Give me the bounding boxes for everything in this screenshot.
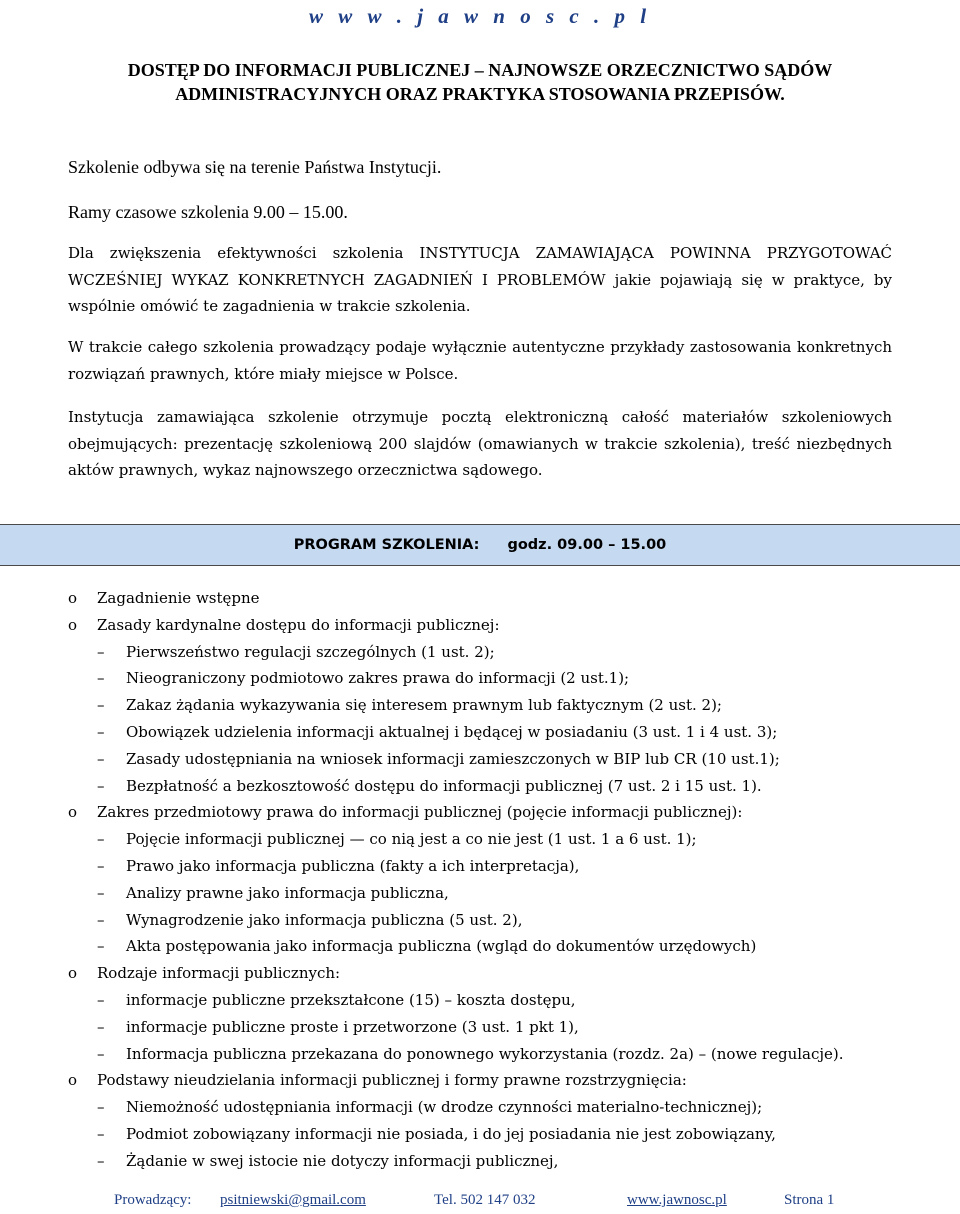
item-text: Pojęcie informacji publicznej — co nią jest a co nie jest (1 ust. 1 a 6 ust. 1); [126, 830, 697, 849]
title-line-2: ADMINISTRACYJNYCH ORAZ PRAKTYKA STOSOWANIA PRZEPISÓW. [175, 84, 785, 104]
item-dash: – [97, 883, 105, 902]
item-dash: – [97, 1151, 105, 1170]
footer-phone: Tel. 502 147 032 [434, 1192, 536, 1208]
paragraph-preparation: Dla zwiększenia efektywności szkolenia INSTYTUCJA ZAMAWIAJĄCA POWINNA PRZYGOTOWAĆ WCZEŚNIEJ WYKAZ KONKRETNYCH ZAGADNIEŃ I PROBLEMÓW jakie pojawiają się w praktyce, by wspólnie omówić te zagadnienia w trakcie szkolenia. [68, 244, 892, 315]
item-text: Zasady udostępniania na wniosek informacji zamieszczonych w BIP lub CR (10 ust.1); [126, 749, 780, 768]
location-note: Szkolenie odbywa się na terenie Państwa Instytucji. [68, 157, 442, 177]
section-bullet: o [68, 589, 78, 607]
item-text: Wynagrodzenie jako informacja publiczna (5 ust. 2), [126, 910, 523, 929]
item-text: Bezpłatność a bezkosztowość dostępu do informacji publicznej (7 ust. 2 i 15 ust. 1). [126, 776, 762, 795]
item-dash: – [97, 856, 105, 875]
item-dash: – [97, 722, 105, 741]
footer-website-link[interactable]: www.jawnosc.pl [627, 1192, 727, 1208]
section-title: Zagadnienie wstępne [97, 589, 260, 607]
program-item [0, 1148, 960, 1175]
document-title [60, 58, 900, 106]
section-title: Podstawy nieudzielania informacji publicznej i formy prawne rozstrzygnięcia: [97, 1071, 687, 1090]
program-label: PROGRAM SZKOLENIA: [293, 537, 480, 553]
paragraph-materials: Instytucja zamawiająca szkolenie otrzymuje pocztą elektroniczną całość materiałów szkoleniowych obejmujących: prezentację szkoleniową 200 slajdów (omawianych w trakcie szkolenia), treść niezbędnych aktów prawnych, wykaz najnowszego orzecznictwa sądowego. [68, 408, 892, 479]
page-footer [0, 1192, 960, 1214]
item-dash: – [97, 1124, 105, 1143]
section-title: Zasady kardynalne dostępu do informacji publicznej: [97, 615, 500, 634]
program-item [0, 933, 960, 960]
item-text: Żądanie w swej istocie nie dotyczy informacji publicznej, [126, 1151, 559, 1170]
program-item [0, 880, 960, 907]
title-line-1: DOSTĘP DO INFORMACJI PUBLICZNEJ – NAJNOWSZE ORZECZNICTWO SĄDÓW [127, 60, 833, 80]
item-dash: – [97, 1098, 105, 1117]
time-frame-note: Ramy czasowe szkolenia 9.00 – 15.00. [68, 202, 348, 222]
section-bullet: o [68, 1071, 78, 1090]
program-item [0, 987, 960, 1014]
program-item [0, 746, 960, 773]
program-section [0, 585, 960, 612]
program-item [0, 1094, 960, 1121]
section-bullet: o [68, 964, 78, 983]
footer-trainer-label: Prowadzący: [114, 1192, 192, 1208]
item-text: Prawo jako informacja publiczna (fakty a ich interpretacja), [126, 856, 580, 875]
program-item [0, 692, 960, 719]
item-dash: – [97, 910, 105, 929]
program-item [0, 853, 960, 880]
program-header-bar [0, 524, 960, 566]
program-section [0, 799, 960, 826]
section-title: Zakres przedmiotowy prawa do informacji publicznej (pojęcie informacji publicznej): [97, 803, 743, 822]
program-item [0, 665, 960, 692]
program-item [0, 1014, 960, 1041]
program-item [0, 639, 960, 666]
item-text: Nieograniczony podmiotowo zakres prawa do informacji (2 ust.1); [126, 669, 630, 688]
program-hours: godz. 09.00 – 15.00 [507, 537, 667, 553]
program-item [0, 773, 960, 800]
item-dash: – [97, 1044, 105, 1063]
program-item [0, 719, 960, 746]
program-section [0, 612, 960, 639]
item-text: informacje publiczne przekształcone (15) – koszta dostępu, [126, 990, 576, 1009]
paragraph-examples: W trakcie całego szkolenia prowadzący podaje wyłącznie autentyczne przykłady zastosowania konkretnych rozwiązań prawnych, które miały miejsce w Polsce. [68, 338, 892, 383]
item-dash: – [97, 1017, 105, 1036]
item-dash: – [97, 937, 105, 956]
item-text: Analizy prawne jako informacja publiczna, [126, 883, 449, 902]
program-list [0, 585, 960, 1175]
item-dash: – [97, 749, 105, 768]
program-item [0, 826, 960, 853]
section-bullet: o [68, 615, 78, 634]
item-text: Zakaz żądania wykazywania się interesem prawnym lub faktycznym (2 ust. 2); [126, 696, 722, 715]
footer-page-number: Strona 1 [784, 1192, 835, 1208]
item-text: informacje publiczne proste i przetworzone (3 ust. 1 pkt 1), [126, 1017, 579, 1036]
program-section [0, 960, 960, 987]
program-section [0, 1067, 960, 1094]
item-dash: – [97, 990, 105, 1009]
item-text: Podmiot zobowiązany informacji nie posiada, i do jej posiadania nie jest zobowiązany, [126, 1124, 776, 1143]
item-dash: – [97, 642, 105, 661]
program-item [0, 1121, 960, 1148]
section-bullet: o [68, 803, 78, 822]
item-text: Obowiązek udzielenia informacji aktualnej i będącej w posiadaniu (3 ust. 1 i 4 ust. 3); [126, 722, 778, 741]
program-item [0, 1041, 960, 1068]
item-text: Niemożność udostępniania informacji (w drodze czynności materialno-technicznej); [126, 1098, 763, 1117]
item-dash: – [97, 776, 105, 795]
item-dash: – [97, 696, 105, 715]
item-dash: – [97, 669, 105, 688]
footer-email-link[interactable]: psitniewski@gmail.com [220, 1192, 366, 1208]
site-header: w w w . j a w n o s c . p l [308, 4, 652, 28]
item-text: Pierwszeństwo regulacji szczególnych (1 ust. 2); [126, 642, 495, 661]
item-dash: – [97, 830, 105, 849]
program-item [0, 907, 960, 934]
item-text: Akta postępowania jako informacja publiczna (wgląd do dokumentów urzędowych) [126, 937, 757, 956]
section-title: Rodzaje informacji publicznych: [97, 964, 341, 983]
item-text: Informacja publiczna przekazana do ponownego wykorzystania (rozdz. 2a) – (nowe regulacje). [126, 1044, 844, 1063]
